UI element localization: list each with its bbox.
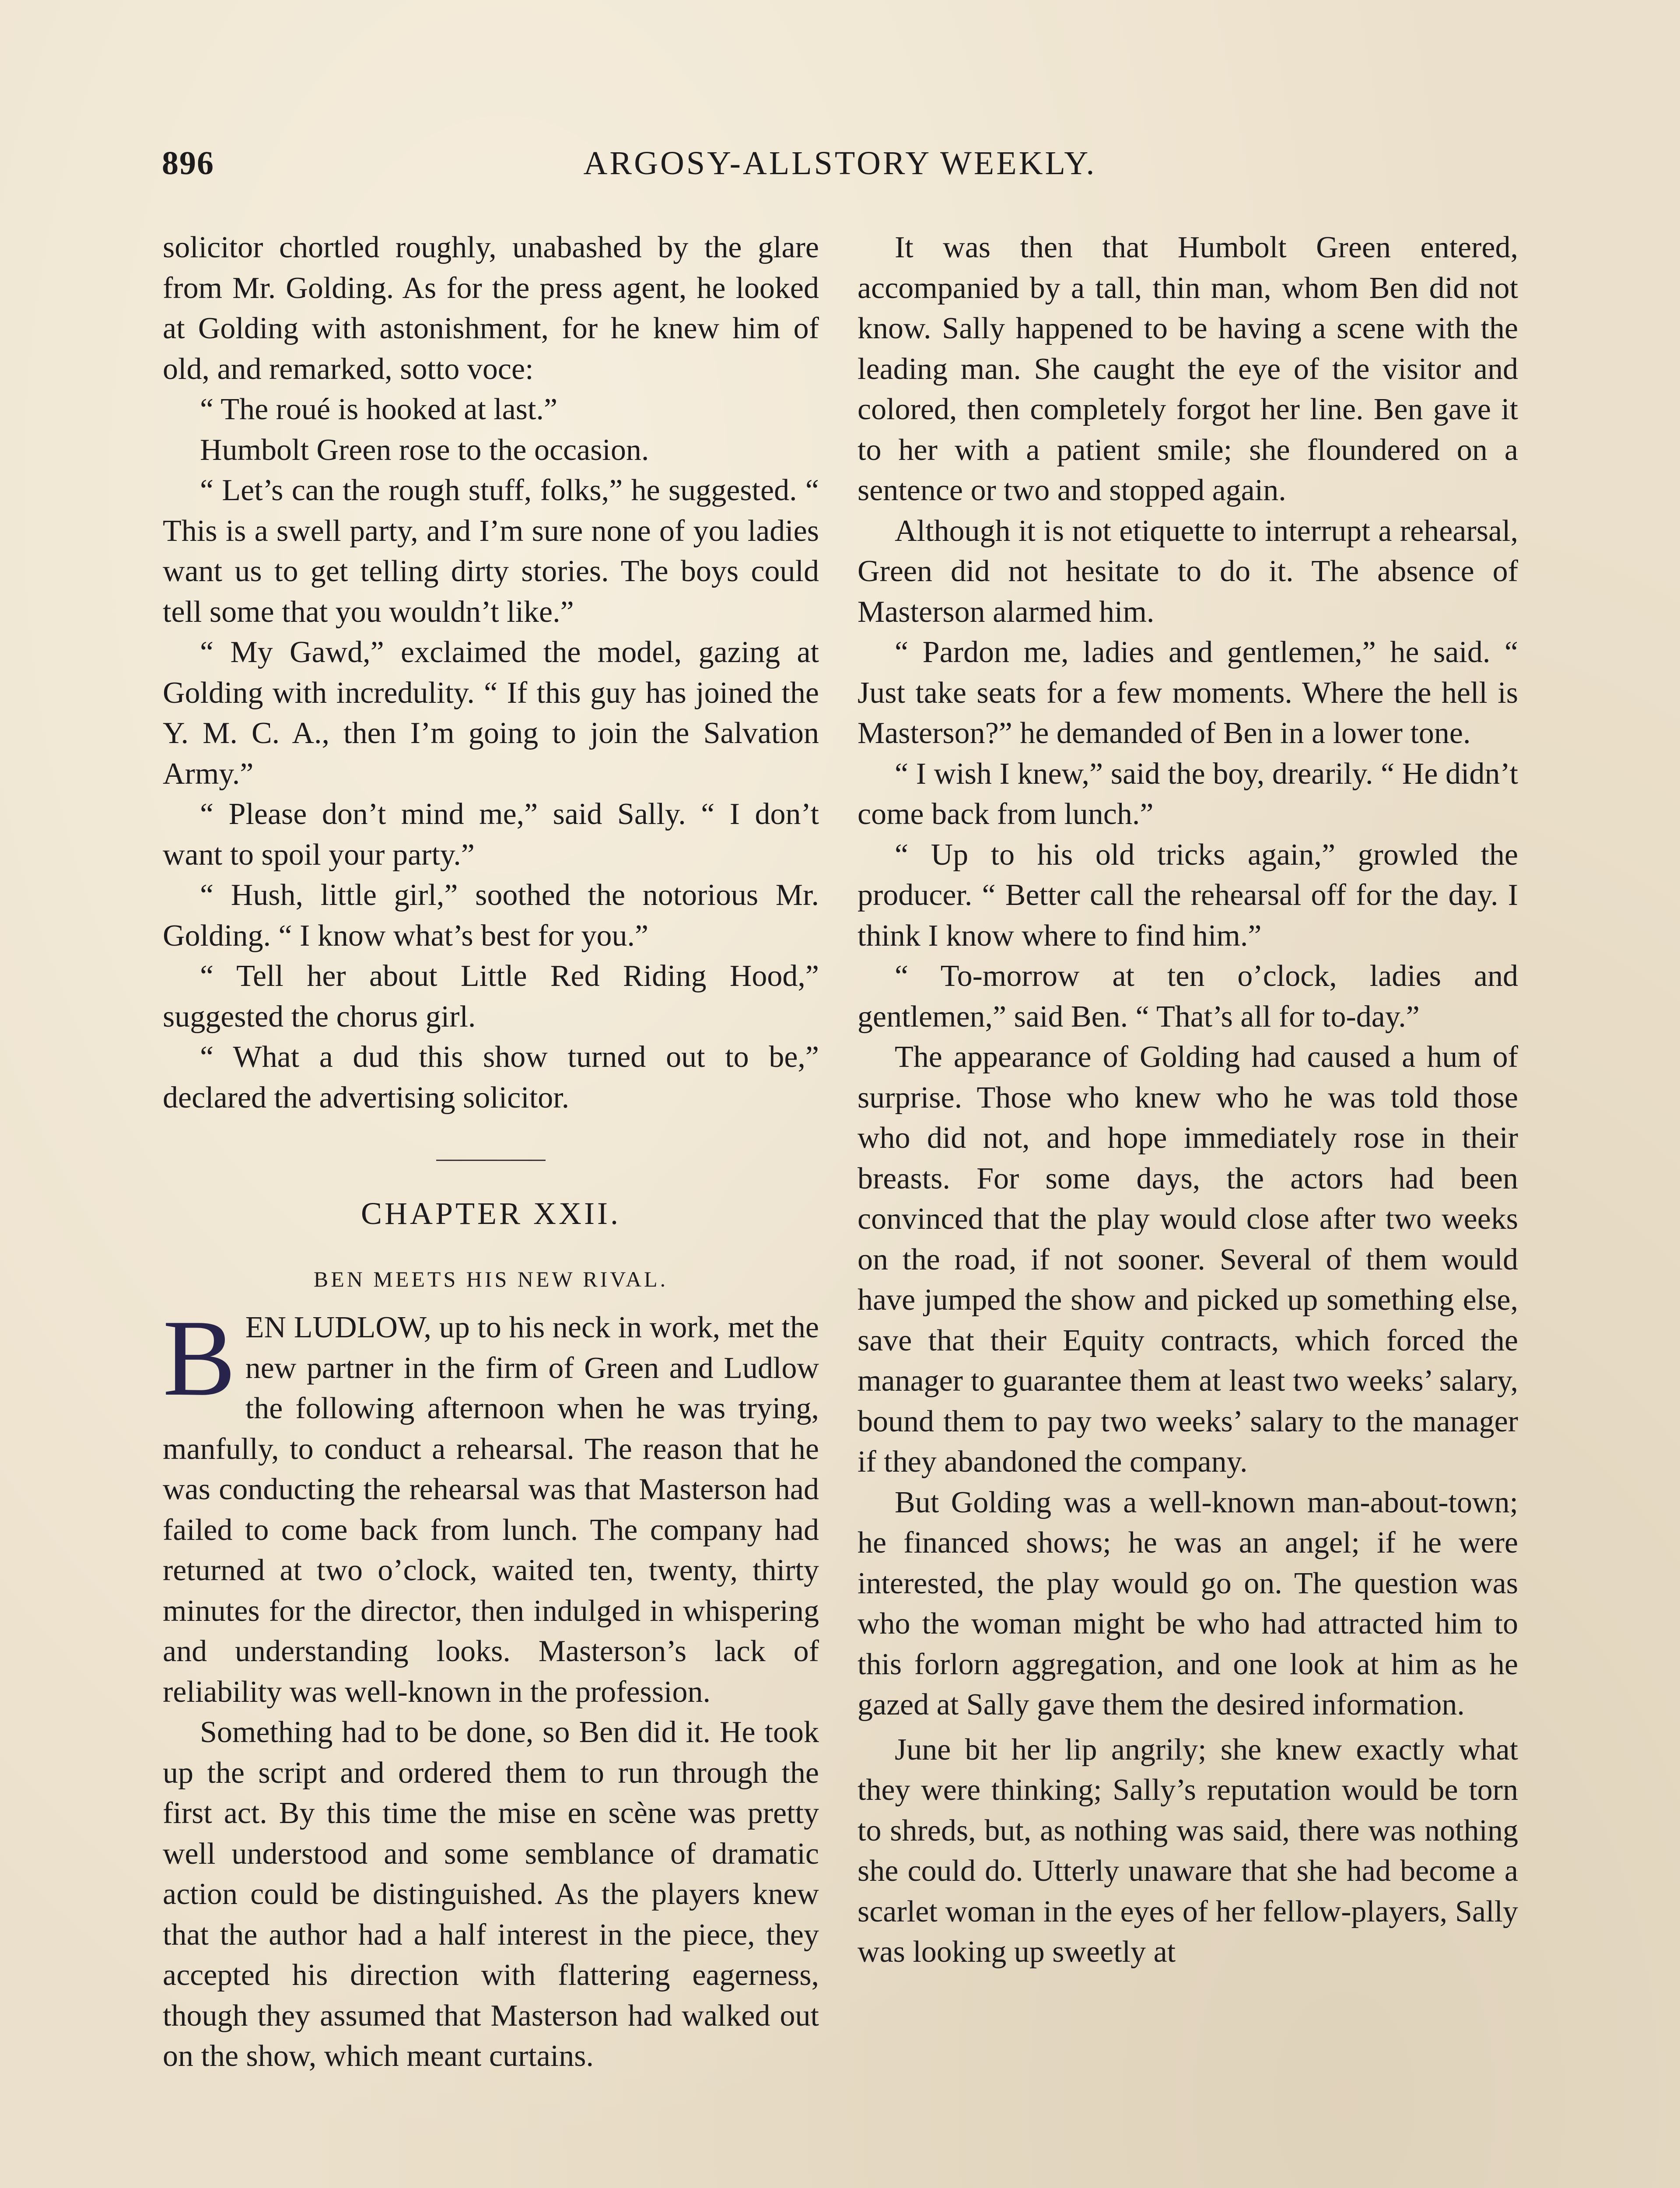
paragraph: solicitor chortled roughly, unabashed by the glare from Mr. Golding. As for the press agent, he looked at Golding with astonishment, for he knew him of old, and remarked, sotto voce: bbox=[163, 231, 819, 386]
paragraph: “ My Gawd,” exclaimed the model, gazing at Golding with incredulity. “ If this guy has joined the Y. M. C. A., then I’m going to join the Salvation Army.” bbox=[163, 635, 819, 791]
paragraph: Something had to be done, so Ben did it. He took up the script and ordered them to run through the first act. By this time the mise en scène was pretty well understood and some semblance of dramatic action could be distinguished. As the players knew that the author had a half interest in the piece, they accepted his direction with flattering eagerness, though they assumed that Masterson had walked out on the show, which meant curtains. bbox=[163, 1715, 819, 2073]
running-title: ARGOSY-ALLSTORY WEEKLY. bbox=[583, 145, 1097, 182]
paragraph: “ The roué is hooked at last.” bbox=[200, 393, 558, 426]
paragraph: It was then that Humbolt Green entered, accompanied by a tall, thin man, whom Ben did not know. Sally happened to be having a scene with the leading man. She caught the eye of the visitor and colored, then completely forgot her line. Ben gave it to her with a patient smile; she floundered on a sentence or two and stopped again. bbox=[858, 231, 1518, 507]
chapter-title: CHAPTER XXII. bbox=[361, 1196, 621, 1231]
drop-cap: B bbox=[163, 1297, 236, 1419]
paragraph: “ Pardon me, ladies and gentlemen,” he said. “ Just take seats for a few moments. Where the hell is Masterson?” he demanded of Ben in a lower tone. bbox=[858, 635, 1518, 750]
paragraph: “ What a dud this show turned out to be,” declared the advertising solicitor. bbox=[163, 1040, 819, 1115]
opening-paragraph bbox=[163, 1297, 819, 1712]
paragraph: The appearance of Golding had caused a hum of surprise. Those who knew who he was told those who did not, and hope immediately rose in their breasts. For some days, the actors had been convinced that the play would close after two weeks on the road, if not sooner. Several of them would have jumped the show and picked up something else, save that their Equity contracts, which forced the manager to guarantee them at least two weeks’ salary, bound them to pay two weeks’ salary to the manager if they abandoned the company. bbox=[858, 1040, 1518, 1479]
paragraph: “ Tell her about Little Red Riding Hood,” suggested the chorus girl. bbox=[163, 959, 819, 1034]
paragraph: “ Please don’t mind me,” said Sally. “ I don’t want to spoil your party.” bbox=[163, 797, 819, 872]
paragraph: “ Hush, little girl,” soothed the notorious Mr. Golding. “ I know what’s best for you.” bbox=[163, 878, 819, 953]
paragraph: But Golding was a well-known man-about-town; he financed shows; he was an angel; if he were interested, the play would go on. The question was who the woman might be who had attracted him to this forlorn aggregation, and one look at him as he gazed at Sally gave them the desired information. bbox=[858, 1485, 1518, 1722]
paragraph: “ Let’s can the rough stuff, folks,” he suggested. “ This is a swell party, and I’m sure none of you ladies want us to get telling dirty stories. The boys could tell some that you wouldn’t like.” bbox=[163, 473, 819, 629]
left-column bbox=[163, 228, 819, 2077]
paragraph: “ Up to his old tricks again,” growled the producer. “ Better call the rehearsal off for the day. I think I know where to find him.” bbox=[858, 838, 1518, 953]
page-header bbox=[162, 144, 1518, 193]
paragraph: Humbolt Green rose to the occasion. bbox=[200, 433, 649, 467]
right-column bbox=[858, 228, 1518, 1973]
paragraph: June bit her lip angrily; she knew exactly what they were thinking; Sally’s reputation would be torn to shreds, but, as nothing was said, there was nothing she could do. Utterly unaware that she had become a scarlet woman in the eyes of her fellow-players, Sally was looking up sweetly at bbox=[858, 1732, 1518, 1969]
opening-paragraph-text: EN LUDLOW, up to his neck in work, met the new partner in the firm of Green and Ludlow the following afternoon when he was trying, manfully, to conduct a rehearsal. The reason that he was conducting the rehearsal was that Masterson had failed to come back from lunch. The company had returned at two o’clock, waited ten, twenty, thirty minutes for the director, then indulged in whispering and understanding looks. Masterson’s lack of reliability was well-known in the profession. bbox=[163, 1311, 819, 1709]
paragraph: Although it is not etiquette to interrupt a rehearsal, Green did not hesitate to do it. The absence of Masterson alarmed him. bbox=[858, 514, 1518, 629]
page-number: 896 bbox=[162, 145, 214, 182]
chapter-subtitle: BEN MEETS HIS NEW RIVAL. bbox=[313, 1267, 668, 1291]
paragraph: “ To-morrow at ten o’clock, ladies and gentlemen,” said Ben. “ That’s all for to-day.” bbox=[858, 959, 1518, 1034]
section-divider bbox=[436, 1160, 546, 1161]
paragraph: “ I wish I knew,” said the boy, drearily. “ He didn’t come back from lunch.” bbox=[858, 757, 1518, 831]
